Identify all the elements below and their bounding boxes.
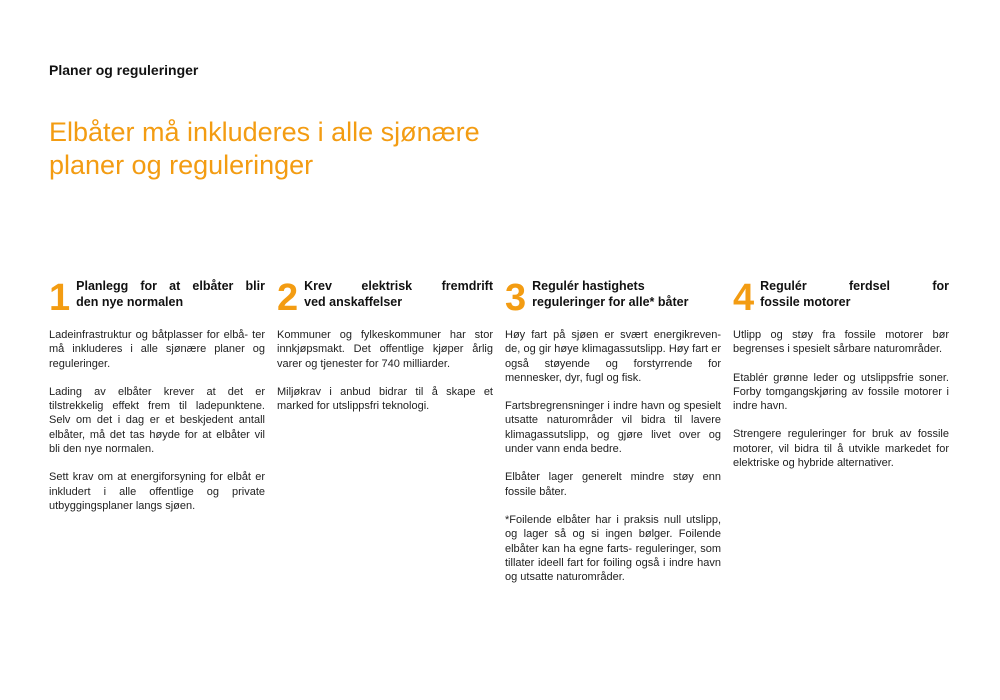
headline-line: Elbåter må inkluderes i alle sjønære	[49, 117, 480, 147]
column-paragraph: Ladeinfrastruktur og båtplasser for elbå- ter må inkluderes i alle sjønære planer og reguleringer.	[49, 329, 265, 370]
column-paragraph: Utlipp og støy fra fossile motorer bør begrenses i spesielt sårbare naturområder.	[733, 329, 949, 356]
column-paragraph: Etablér grønne leder og utslippsfrie soner. Forby tomgangskjøring av fossile motorer i indre havn.	[733, 371, 949, 413]
column-body	[733, 328, 949, 470]
column-paragraph: Strengere reguleringer for bruk av fossile motorer, vil bidra til å utvikle markedet for elektriske og hybride alternativer.	[733, 428, 949, 470]
column-4	[733, 278, 949, 484]
column-title-line: fossile motorer	[760, 295, 851, 309]
column-title	[304, 278, 493, 310]
section-label: Planer og reguleringer	[49, 62, 199, 78]
column-header	[49, 278, 265, 324]
column-paragraph: Lading av elbåter krever at det er tilstrekkelig effekt frem til ladepunktene. Selv om det i dag er et beskjedent antall elbåter, må det tas høyde for at elbåter vil bli den nye normalen.	[49, 385, 265, 456]
column-paragraph: Høy fart på sjøen er svært energikreven- de, og gir høye klimagassutslipp. Høy fart er også støyende og forstyrrende for mennesker, dyr, fugl og fisk.	[505, 329, 721, 384]
column-header	[277, 278, 493, 324]
column-title-line: Planlegg for at elbåter blir	[76, 279, 265, 293]
column-title	[760, 278, 949, 310]
column-header	[505, 278, 721, 324]
column-title	[76, 278, 265, 310]
column-paragraph: *Foilende elbåter har i praksis null utslipp, og lager så og si ingen bølger. Foilende elbåter kan ha egne farts- reguleringer, som tillater ideell fart for foiling også i indre havn og utsatte naturområder.	[505, 513, 721, 584]
column-paragraph: Sett krav om at energiforsyning for elbåt er inkludert i alle offentlige og private utbyggingsplaner langs sjøen.	[49, 471, 265, 512]
column-number: 1	[49, 277, 71, 319]
column-paragraph: Miljøkrav i anbud bidrar til å skape et marked for utslippsfri teknologi.	[277, 385, 493, 413]
column-paragraph: Fartsbregrensninger i indre havn og spesielt utsatte naturområder vil bidra til lavere klimagassutslipp, og gjøre livet over og under vann enda bedre.	[505, 400, 721, 456]
column-title-line: ved anskaffelser	[304, 295, 403, 309]
column-body	[49, 328, 265, 513]
column-1	[49, 278, 265, 527]
column-number: 2	[277, 277, 299, 319]
column-title-line: Krev elektrisk fremdrift	[304, 279, 493, 293]
column-number: 3	[505, 277, 527, 319]
column-header	[733, 278, 949, 324]
column-3	[505, 278, 721, 598]
column-body	[505, 328, 721, 584]
column-paragraph: Elbåter lager generelt mindre støy enn fossile båter.	[505, 471, 721, 498]
column-number: 4	[733, 277, 755, 319]
column-title-line: Regulér hastighets	[532, 279, 645, 293]
column-title-line: reguleringer for alle* båter	[532, 295, 689, 309]
headline-line: planer og reguleringer	[49, 150, 314, 180]
column-title	[532, 278, 721, 310]
column-title-line: Regulér ferdsel for	[760, 279, 949, 293]
column-body	[277, 328, 493, 413]
column-paragraph: Kommuner og fylkeskommuner har stor innkjøpsmakt. Det offentlige kjøper årlig varer og tjenester for 740 milliarder.	[277, 329, 493, 370]
column-title-line: den nye normalen	[76, 295, 184, 309]
page-headline	[49, 116, 649, 182]
column-2	[277, 278, 493, 427]
